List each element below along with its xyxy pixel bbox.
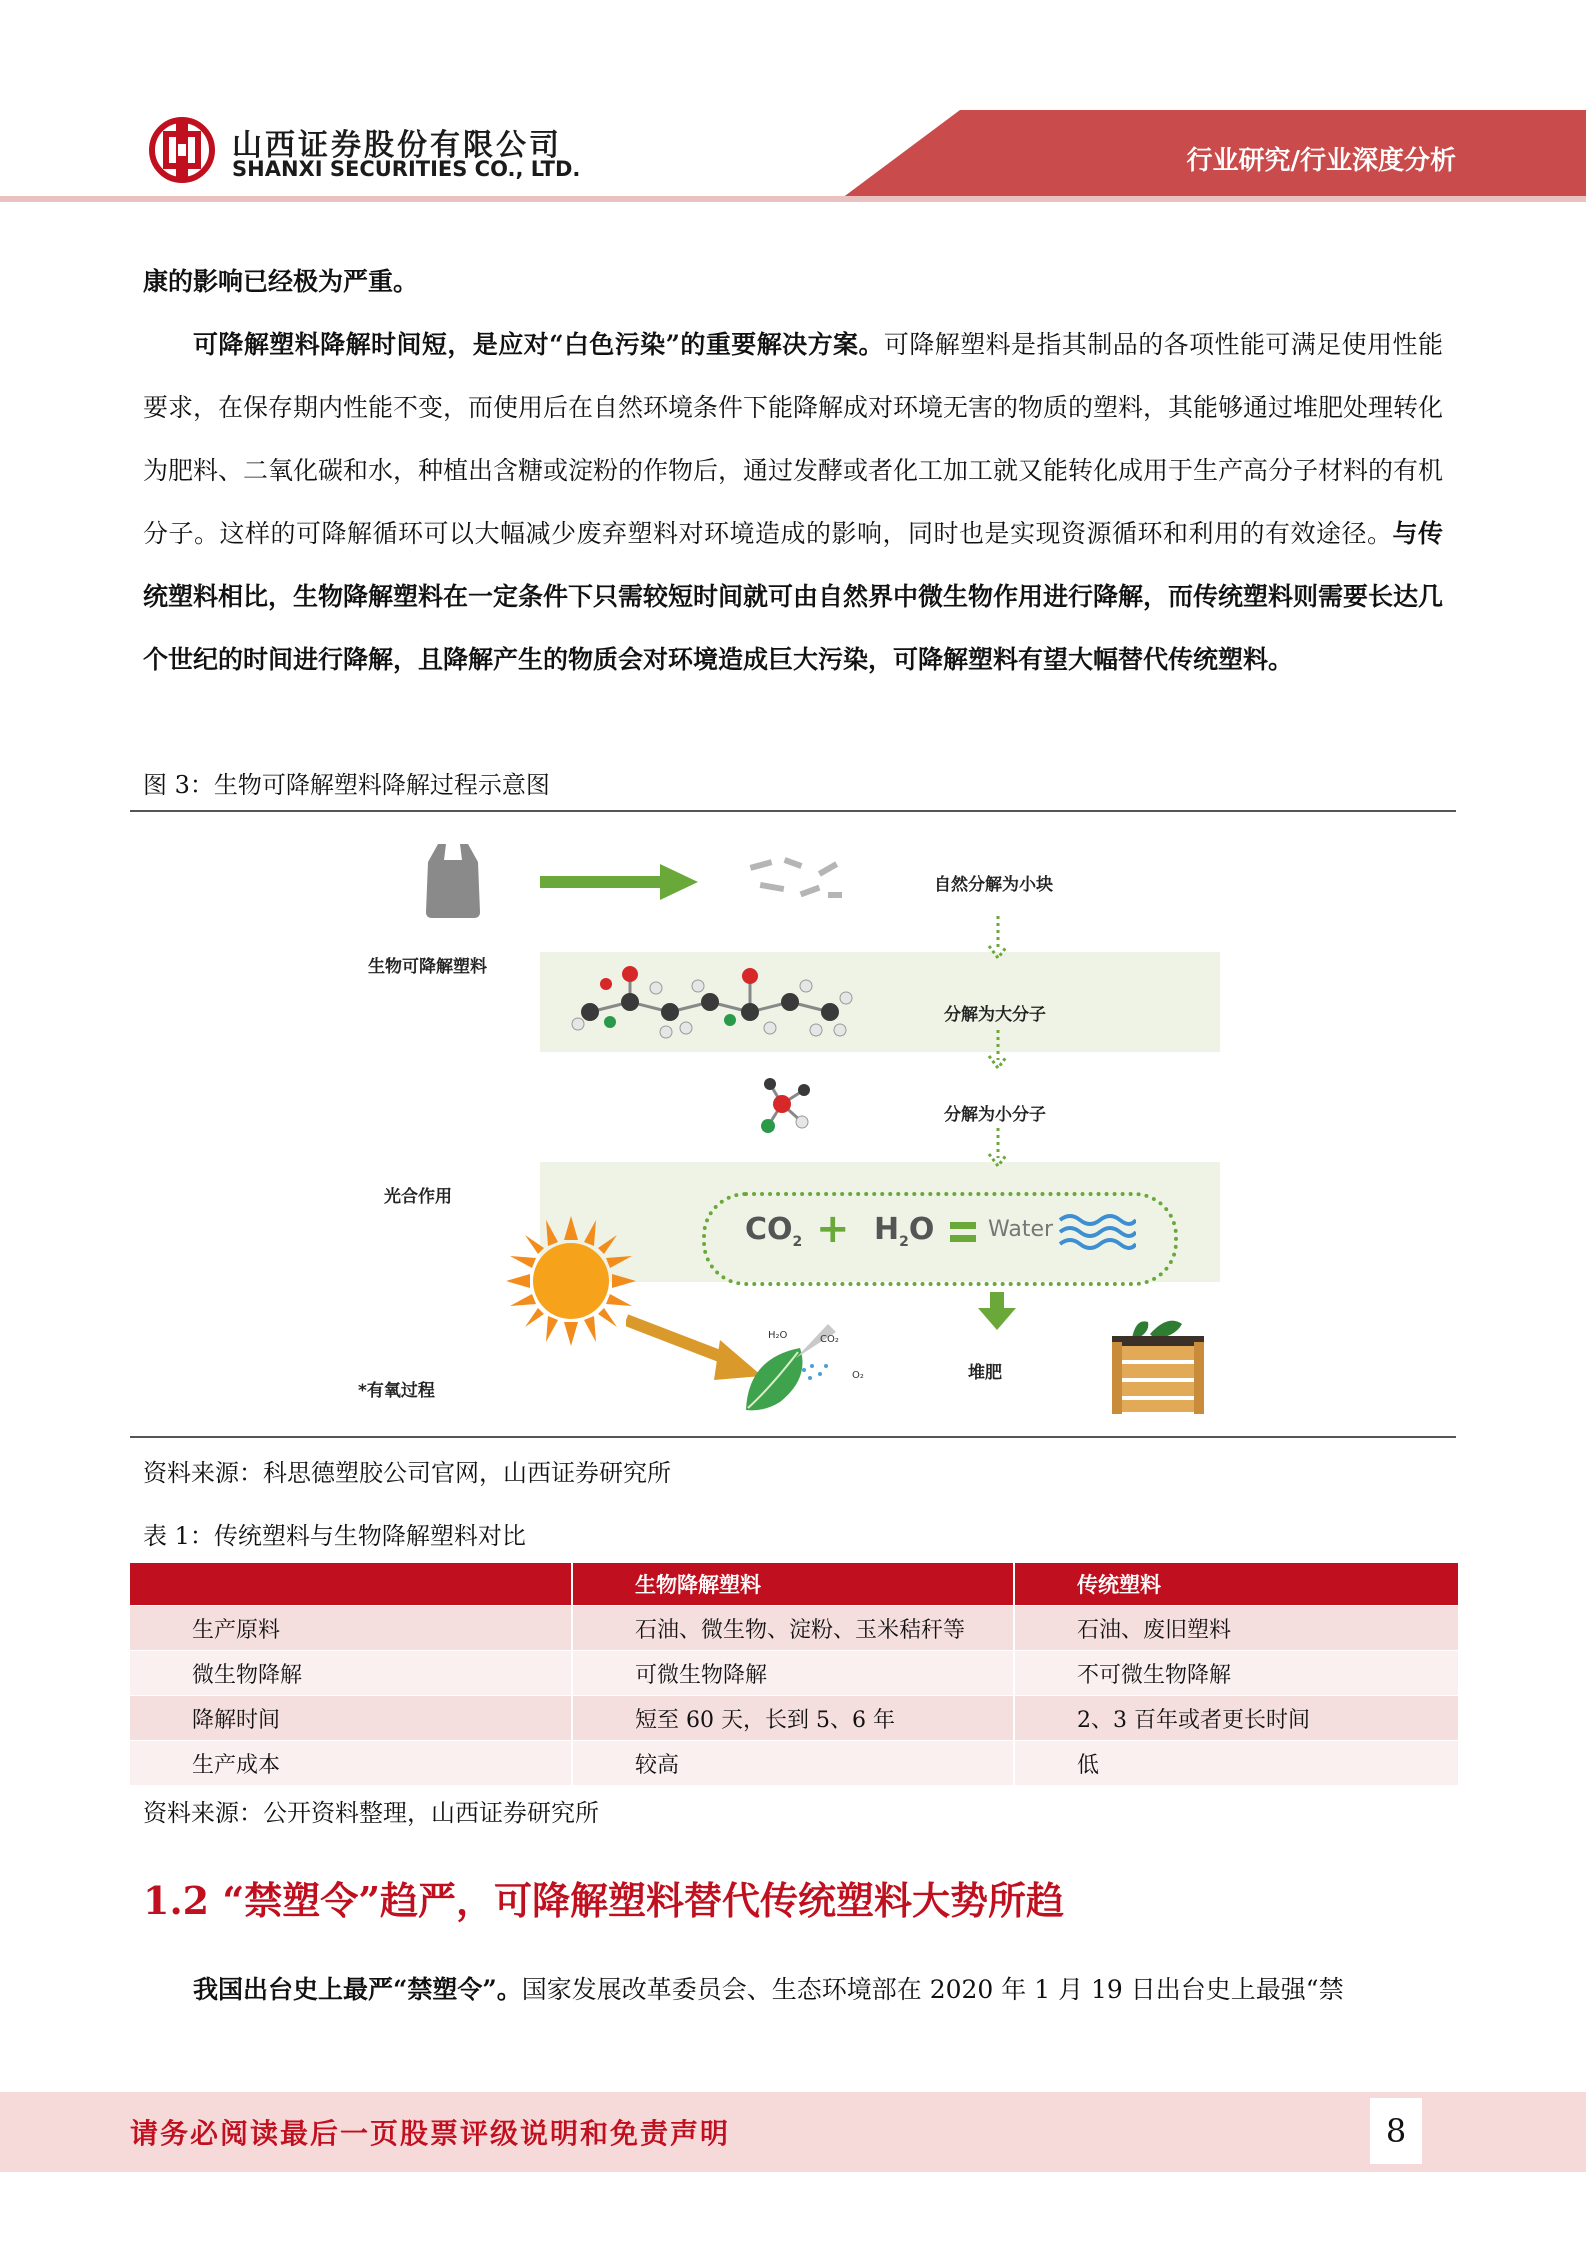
page-number: 8: [1370, 2098, 1422, 2164]
leaf-icon: [740, 1318, 860, 1418]
label-aerobic-process: *有氧过程: [358, 1381, 435, 1401]
arrow-down-icon: [974, 1292, 1020, 1332]
table-cell: 较高: [572, 1741, 1014, 1786]
footer-disclaimer-notice: 请务必阅读最后一页股票评级说明和免责声明: [130, 2117, 731, 2150]
leaf-h2o-label: H₂O: [768, 1330, 788, 1341]
company-name-cn: 山西证券股份有限公司: [232, 128, 562, 163]
dotted-arrow-3-icon: [986, 1128, 1010, 1172]
figure-source: 资料来源：科思德塑胶公司官网，山西证券研究所: [143, 1459, 671, 1487]
label-bioplastic: 生物可降解塑料: [368, 957, 487, 977]
table-header-cell: [130, 1563, 572, 1606]
figure-caption: 图 3：生物可降解塑料降解过程示意图: [143, 771, 550, 799]
table-header-cell: 传统塑料: [1014, 1563, 1458, 1606]
label-photosynthesis: 光合作用: [384, 1187, 452, 1207]
table-cell: 石油、废旧塑料: [1014, 1606, 1458, 1651]
table-header-cell: 生物降解塑料: [572, 1563, 1014, 1606]
table-caption: 表 1：传统塑料与生物降解塑料对比: [143, 1522, 526, 1550]
table-cell: 不可微生物降解: [1014, 1651, 1458, 1696]
table-row: [130, 1651, 1458, 1696]
figure-bottom-rule: [130, 1436, 1456, 1438]
report-section-label: 行业研究/行业深度分析: [1186, 146, 1456, 176]
small-molecule-icon: [750, 1072, 820, 1142]
table-row: [130, 1696, 1458, 1741]
label-compost: 堆肥: [968, 1363, 1002, 1383]
paragraph-continuation: 康的影响已经极为严重。: [143, 267, 419, 296]
table-cell: 微生物降解: [130, 1651, 572, 1696]
dotted-arrow-1-icon: [986, 916, 1010, 966]
table-cell: 低: [1014, 1741, 1458, 1786]
table-cell: 生产原料: [130, 1606, 572, 1651]
table-source: 资料来源：公开资料整理，山西证券研究所: [143, 1799, 599, 1827]
section-lead-paragraph: [143, 1958, 1443, 2021]
leaf-co2-label: CO₂: [820, 1334, 839, 1345]
compost-crate-icon: [1108, 1312, 1208, 1416]
header-divider: [0, 196, 1586, 202]
label-small-molecule: 分解为小分子: [944, 1105, 1046, 1125]
h2o-label: $H_2O$: [874, 1212, 935, 1250]
table-cell: 可微生物降解: [572, 1651, 1014, 1696]
section-lead-text: 国家发展改革委员会、生态环境部在 2020 年 1 月 19 日出台史上最强“禁: [521, 1975, 1344, 2004]
dotted-arrow-2-icon: [986, 1030, 1010, 1074]
leaf-o2-label: O₂: [852, 1370, 864, 1381]
section-heading: 1.2 “禁塑令”趋严，可降解塑料替代传统塑料大势所趋: [143, 1878, 1065, 1923]
table-cell: 降解时间: [130, 1696, 572, 1741]
company-logo-icon: [148, 114, 216, 186]
plus-icon: +: [816, 1206, 850, 1252]
paragraph-degradable-plastics: [143, 313, 1443, 691]
arrow-right-icon: [540, 864, 700, 900]
paragraph-bold-lead: 可降解塑料降解时间短，是应对“白色污染”的重要解决方案。: [193, 330, 884, 359]
fragments-icon: [740, 852, 850, 912]
section-lead-bold: 我国出台史上最严“禁塑令”。: [193, 1975, 522, 2004]
paragraph-bold-conclusion: 与传统塑料相比，生物降解塑料在一定条件下只需较短时间就可由自然界中微生物作用进行降解，而传统塑料则需要长达几个世纪的时间进行降解，且降解产生的物质会对环境造成巨大污染，可降解塑料有望大幅替代传统塑料。: [143, 519, 1444, 674]
paragraph-body: 可降解塑料是指其制品的各项性能可满足使用性能要求，在保存期内性能不变，而使用后在自然环境条件下能降解成对环境无害的物质的塑料，其能够通过堆肥处理转化为肥料、二氧化碳和水，种植出含糖或淀粉的作物后，通过发酵或者化工加工就又能转化成用于生产高分子材料的有机分子。这样的可降解循环可以大幅减少废弃塑料对环境造成的影响，同时也是实现资源循环和利用的有效途径。: [143, 330, 1444, 548]
figure-top-rule: [130, 810, 1456, 812]
table-cell: 生产成本: [130, 1741, 572, 1786]
water-label: Water: [988, 1217, 1054, 1242]
table-cell: 短至 60 天，长到 5、6 年: [572, 1696, 1014, 1741]
macromolecule-icon: [570, 962, 870, 1052]
degradation-diagram: [340, 822, 1270, 1440]
co2-label: $CO_2$: [745, 1212, 803, 1250]
comparison-table: [130, 1563, 1458, 1785]
equals-icon: [950, 1222, 980, 1244]
water-waves-icon: [1058, 1210, 1136, 1256]
label-macromolecule: 分解为大分子: [944, 1005, 1046, 1025]
plastic-bag-icon: [418, 842, 488, 920]
sun-icon: [506, 1216, 636, 1346]
label-small-pieces: 自然分解为小块: [934, 875, 1053, 895]
table-row: [130, 1606, 1458, 1651]
table-cell: 2、3 百年或者更长时间: [1014, 1696, 1458, 1741]
table-header-row: [130, 1563, 1458, 1606]
company-name-en: SHANXI SECURITIES CO., LTD.: [232, 157, 581, 181]
table-cell: 石油、微生物、淀粉、玉米秸秆等: [572, 1606, 1014, 1651]
table-row: [130, 1741, 1458, 1786]
